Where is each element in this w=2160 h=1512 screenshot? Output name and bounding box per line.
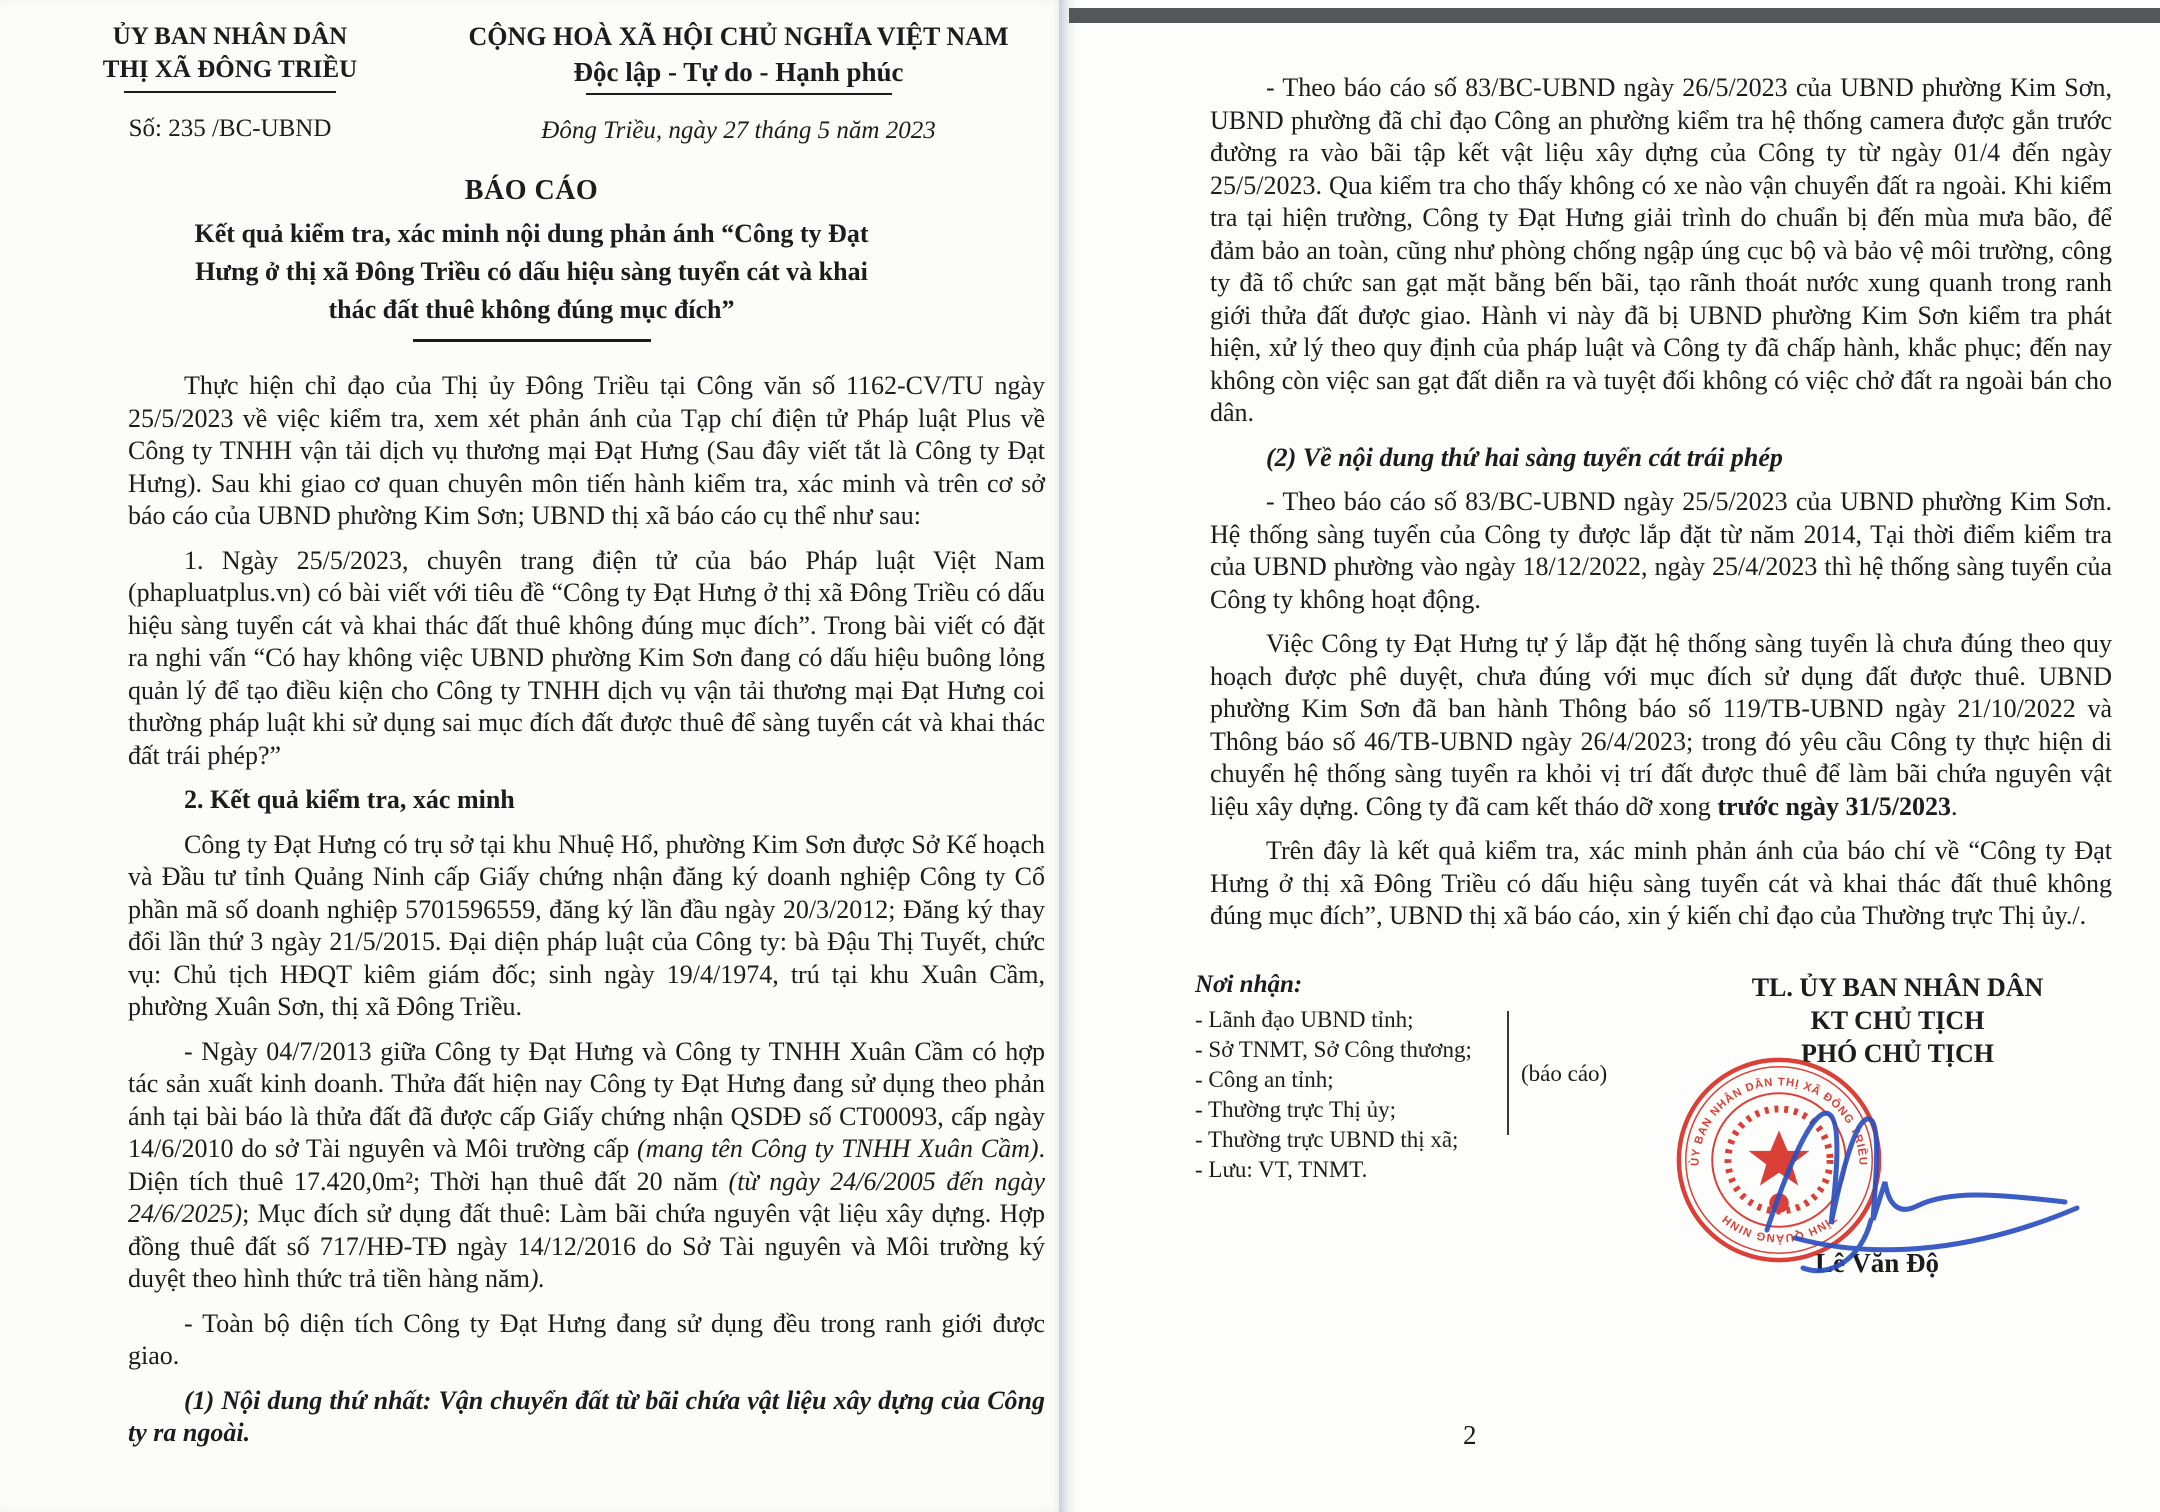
heading-content-one: (1) Nội dung thứ nhất: Vận chuyển đất từ bãi chứa vật liệu xây dựng của Công ty ra ngoài.	[128, 1385, 1045, 1447]
relocation-seg3: .	[1950, 791, 1958, 821]
relocation-seg1: Việc Công ty Đạt Hưng tự ý lắp đặt hệ thống sàng tuyển là chưa đúng theo quy hoạch được phê duyệt, chưa đúng với mục đích sử dụng đất được thuê. UBND phường Kim Sơn đã ban hành Thông báo số 119/TB-UBND ngày 21/10/2022 và Thông báo số 46/TB-UBND ngày 26/4/2023; trong đó yêu cầu Công ty thực hiện di chuyển hệ thống sàng tuyển ra khỏi vị trí đất được thuê để làm bãi chứa nguyên vật liệu xây dựng. Công ty đã cam kết tháo dỡ xong	[1210, 629, 2112, 821]
national-motto-line: Độc lập - Tự do - Hạnh phúc	[573, 57, 904, 87]
recipient-item: - Công an tỉnh;	[1195, 1066, 1334, 1092]
page2-footer	[1077, 945, 2160, 1279]
signer-name: Lê Văn Độ	[1815, 1247, 1940, 1278]
issuing-agency-line1: ỦY BAN NHÂN DÂN	[112, 23, 348, 50]
recipient-item: - Sở TNMT, Sở Công thương;	[1195, 1036, 1472, 1062]
seal-and-signature-area	[1665, 1066, 2130, 1274]
recipient-item: - Thường trực Thị ủy;	[1195, 1096, 1397, 1122]
scan-artifact-bar	[1069, 8, 2160, 23]
paragraph-screening-system: - Theo báo cáo số 83/BC-UBND ngày 25/5/2023 của UBND phường Kim Sơn. Hệ thống sàng tuyển của Công ty được lắp đặt từ năm 2014, Tại thời điểm kiểm tra của UBND phường vào ngày 18/12/2022, ngày 25/4/2023 thì hệ thống sàng tuyển của Công ty không hoạt động.	[1210, 487, 2112, 614]
land-lease-seg2-italic: (mang tên Công ty TNHH Xuân Cầm)	[637, 1134, 1039, 1163]
page-seam	[1059, 0, 1077, 1512]
seal-text-top: ỦY BAN NHÂN DÂN THỊ XÃ ĐÔNG TRIỀU	[1689, 1075, 1869, 1166]
document-page-2	[1077, 0, 2160, 1512]
recipients-bracket-line	[1507, 1011, 1509, 1135]
recipient-item: - Thường trực UBND thị xã;	[1195, 1126, 1459, 1152]
paragraph-article-summary: 1. Ngày 25/5/2023, chuyên trang điện tử của báo Pháp luật Việt Nam (phapluatplus.vn) có bài viết với tiêu đề “Công ty Đạt Hưng ở thị xã Đông Triều có dấu hiệu sàng tuyển cát và khai thác đất thuê không đúng mục đích”. Trong bài viết có đặt ra nghi vấn “Có hay không việc UBND phường Kim Sơn đang có dấu hiệu buông lỏng quản lý để tạo điều kiện cho Công ty TNHH dịch vụ vận tải thương mại Đạt Hưng coi thường pháp luật khi sử dụng sai mục đích đất được thuê để sàng tuyển cát và khai thác đất trái phép?”	[128, 545, 1045, 770]
signature-title1: KT CHỦ TỊCH	[1810, 1005, 1985, 1035]
page1-body	[0, 342, 1063, 1450]
paragraph-conclusion: Trên đây là kết quả kiểm tra, xác minh phản ánh của báo chí về “Công ty Đạt Hưng ở thị xã Đông Triều có dấu hiệu sàng tuyển cát và khai thác đất thuê không đúng mục đích”, UBND thị xã báo cáo, xin ý kiến chỉ đạo của Thường trực Thị ủy./.	[1210, 836, 2112, 930]
handwritten-signature	[1743, 1062, 2103, 1274]
place-and-date: Đông Triều, ngày 27 tháng 5 năm 2023	[541, 117, 936, 144]
paragraph-land-lease	[128, 1036, 1045, 1296]
issuing-agency-line2: THỊ XÃ ĐÔNG TRIỀU	[102, 56, 358, 83]
recipient-item: - Lãnh đạo UBND tỉnh;	[1195, 1006, 1414, 1032]
paragraph-relocation-request	[1210, 628, 2112, 823]
heading-inspection-results: 2. Kết quả kiểm tra, xác minh	[184, 785, 515, 814]
issuing-agency-block	[30, 20, 430, 145]
page-number: 2	[1463, 1420, 1477, 1450]
national-header-block	[430, 20, 1047, 145]
motto-underline	[586, 93, 892, 95]
land-lease-seg3: . Diện tích thuê 17.420,0m²; Thời hạn thuê đất 20 năm	[128, 1134, 1045, 1196]
paragraph-boundary: - Toàn bộ diện tích Công ty Đạt Hưng đang sử dụng đều trong ranh giới được giao.	[128, 1308, 1045, 1370]
land-lease-seg1: - Ngày 04/7/2013 giữa Công ty Đạt Hưng và Công ty TNHH Xuân Cầm có hợp tác sản xuất kinh doanh. Thửa đất hiện nay Công ty Đạt Hưng đang sử dụng theo phản ánh tại bài báo là thửa đất đã được cấp Giấy chứng nhận QSDĐ số CT00093, cấp ngày 14/6/2010 do sở Tài nguyên và Môi trường cấp	[128, 1036, 1045, 1163]
paragraph-intro: Thực hiện chỉ đạo của Thị ủy Đông Triều tại Công văn số 1162-CV/TU ngày 25/5/2023 về việc kiểm tra, xem xét phản ánh của Tạp chí điện tử Pháp luật Plus về Công ty TNHH vận tải dịch vụ thương mại Đạt Hưng (Sau đây viết tắt là Công ty Đạt Hưng). Sau khi giao cơ quan chuyên môn tiến hành kiểm tra, xác minh và trên cơ sở báo cáo của UBND phường Kim Sơn; UBND thị xã báo cáo cụ thể như sau:	[128, 371, 1045, 530]
issuer-underline	[124, 91, 336, 93]
document-type-title: BÁO CÁO	[464, 175, 599, 206]
paragraph-camera-check: - Theo báo cáo số 83/BC-UBND ngày 26/5/2023 của UBND phường Kim Sơn, UBND phường đã chỉ đạo Công an phường kiểm tra hệ thống camera được gắn trước đường ra vào bãi tập kết vật liệu xây dựng của Công ty từ ngày 01/4 đến ngày 25/5/2023. Qua kiểm tra cho thấy không có xe nào vận chuyển đất ra ngoài. Khi kiểm tra tại hiện trường, Công ty Đạt Hưng giải trình do chuẩn bị đến mùa mưa bão, để đảm bảo an toàn, cũng như phòng chống ngập úng cục bộ và bảo vệ môi trường, công ty đã tổ chức san gạt mặt bằng bến bãi, tạo rãnh thoát nước xung quanh trong ranh giới thửa đất được giao. Hành vi này đã bị UBND phường Kim Sơn kiểm tra phát hiện, xử lý theo quy định của pháp luật và Công ty đã chấp hành, khắc phục; đến nay không còn việc san gạt đất diễn ra và tuyệt đối không có việc chở đất ra ngoài bán cho dân.	[1210, 73, 2112, 427]
land-lease-seg4-italic: (từ ngày 24/6/2005 đến ngày 24/6/2025)	[128, 1166, 1045, 1228]
document-header	[0, 0, 1063, 145]
signature-authority: TL. ỦY BAN NHÂN DÂN	[1751, 972, 2044, 1002]
signature-block	[1665, 971, 2130, 1279]
paragraph-company-profile: Công ty Đạt Hưng có trụ sở tại khu Nhuệ Hổ, phường Kim Sơn được Sở Kế hoạch và Đầu tư tỉnh Quảng Ninh cấp Giấy chứng nhận đăng ký doanh nghiệp Công ty Cổ phần mã số doanh nghiệp 5701596559, đăng ký lần đầu ngày 20/3/2012; Đăng ký thay đổi lần thứ 3 ngày 21/5/2015. Đại diện pháp luật của Công ty: bà Đậu Thị Tuyết, chức vụ: Chủ tịch HĐQT kiêm giám đốc; sinh ngày 19/4/1974, trú tại khu Xuân Cầm, phường Xuân Sơn, thị xã Đông Triều.	[128, 829, 1045, 1021]
relocation-deadline-bold: trước ngày 31/5/2023	[1717, 791, 1951, 821]
recipients-note: (báo cáo)	[1521, 1060, 1608, 1086]
signature-title2: PHÓ CHỦ TỊCH	[1800, 1038, 1995, 1068]
document-title-block	[0, 175, 1063, 342]
document-subject-title: Kết quả kiểm tra, xác minh nội dung phản ánh “Công ty Đạt Hưng ở thị xã Đông Triều có dấu hiệu sàng tuyển cát và khai thác đất thuê không đúng mục đích”	[194, 219, 869, 324]
heading-content-two: (2) Về nội dung thứ hai sàng tuyển cát trái phép	[1266, 442, 1783, 472]
seal-text-bottom: TỈNH QUẢNG NINH	[1719, 1211, 1839, 1244]
land-lease-seg6-italic: ).	[529, 1264, 545, 1293]
document-page-1	[0, 0, 1063, 1512]
land-lease-seg5: ; Mục đích sử dụng đất thuê: Làm bãi chứa nguyên vật liệu xây dựng. Hợp đồng thuê đất số 717/HĐ-TĐ ngày 14/12/2016 do Sở Tài nguyên và Môi trường ký duyệt theo hình thức trả tiền hàng năm	[128, 1199, 1045, 1293]
recipients-label: Nơi nhận:	[1195, 970, 1303, 998]
document-number: Số: 235 /BC-UBND	[128, 115, 332, 142]
recipients-block	[1195, 971, 1665, 1279]
page2-body	[1077, 0, 2160, 933]
recipient-item: - Lưu: VT, TNMT.	[1195, 1156, 1368, 1182]
national-name-line: CỘNG HOÀ XÃ HỘI CHỦ NGHĨA VIỆT NAM	[468, 22, 1009, 51]
